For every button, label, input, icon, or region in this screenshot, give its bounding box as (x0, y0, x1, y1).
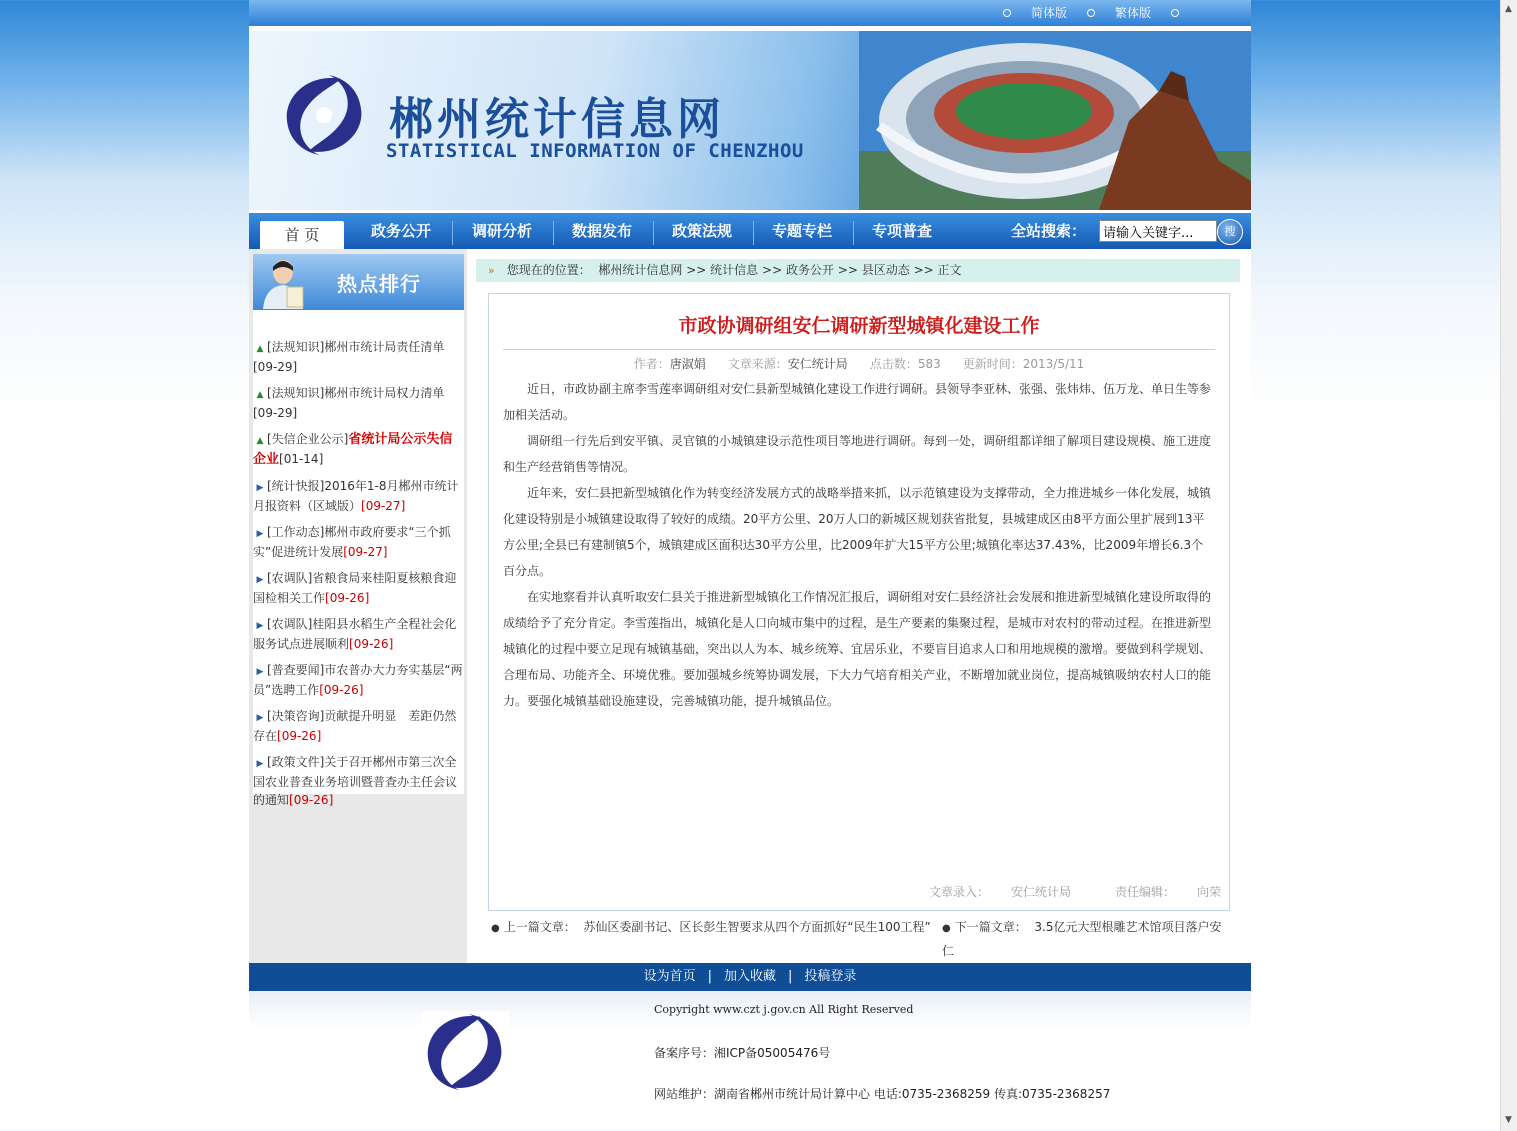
site-logo-icon (279, 71, 369, 159)
site-title: 郴州统计信息网 (389, 94, 725, 145)
article-title: 市政协调研组安仁调研新型城镇化建设工作 (678, 315, 1040, 337)
right-arrow-icon: ▶ (256, 667, 264, 677)
sidebar (249, 249, 467, 963)
nav-census[interactable]: 专项普查 (871, 222, 932, 240)
list-item[interactable]: ▲ [法规知识]郴州市统计局权力清单 [09-29] (253, 386, 445, 420)
submit-login-link[interactable]: 投稿登录 (804, 969, 857, 984)
search-input[interactable] (1099, 220, 1217, 242)
main-nav (249, 213, 1251, 249)
person-icon (261, 257, 309, 309)
list-item[interactable]: ▶ [普查要闻]市农普办大力夯实基层“两员”选聘工作[09-26] (253, 663, 463, 697)
crumb-gov-affairs[interactable]: 政务公开 (785, 263, 834, 277)
nav-research[interactable]: 调研分析 (471, 222, 532, 240)
list-item[interactable]: ▶ [农调队]省粮食局来桂阳夏核粮食迎国检相关工作[09-26] (253, 571, 457, 605)
top-bar (249, 0, 1251, 26)
set-homepage-link[interactable]: 设为首页 (643, 969, 696, 984)
list-item[interactable]: ▲ [失信企业公示]省统计局公示失信企业[01-14] (253, 432, 453, 467)
page-container (249, 0, 1251, 1113)
nav-data-release[interactable]: 数据发布 (571, 222, 632, 240)
article-footer: 文章录入： 安仁统计局 责任编辑： 向荣 (928, 885, 1221, 899)
copyright: Copyright www.czt j.gov.cn All Right Reserved (654, 1003, 914, 1016)
header-banner (249, 31, 1251, 210)
article-body (503, 376, 1215, 714)
site-subtitle: STATISTICAL INFORMATION OF CHENZHOU (386, 140, 804, 162)
divider (503, 349, 1215, 350)
list-item[interactable]: ▲ [法规知识]郴州市统计局责任清单 [09-29] (253, 340, 445, 374)
scrollbar[interactable] (1500, 0, 1517, 1131)
scroll-down-arrow-icon[interactable]: ▼ (1505, 1115, 1512, 1125)
hot-ranking-header (253, 254, 464, 310)
list-item[interactable]: ▶ [统计快报]2016年1-8月郴州市统计月报资料（区域版）[09-27] (253, 479, 459, 513)
bullet-icon (1171, 9, 1179, 17)
footer-nav: 设为首页 | 加入收藏 | 投稿登录 (249, 963, 1251, 991)
hot-ranking-list (253, 338, 464, 817)
bullet-icon: ● (942, 923, 951, 934)
paragraph: 近日，市政协副主席李雪莲率调研组对安仁县新型城镇化建设工作进行调研。县领导李亚林、张强、张炜炜、伍万龙、单日生等参加相关活动。 (503, 382, 1212, 422)
traditional-link[interactable]: 繁体版 (1114, 6, 1151, 20)
article (488, 293, 1230, 911)
bullet-icon: ● (491, 923, 500, 934)
paragraph: 在实地察看并认真听取安仁县关于推进新型城镇化工作情况汇报后，调研组对安仁县经济社会发展和推进新型城镇化建设所取得的成绩给予了充分肯定。李雪莲指出，城镇化是人口向城市集中的过程，是生产要素的集聚过程，是城市对农村的带动过程。在推进新型城镇化的过程中要立足现有城镇基础，突出以人为本、城乡统筹、宜居乐业，不要盲目追求人口和用地规模的激增。要做到科学规划、合理布局、功能齐全、环境优雅。要加强城乡统筹协调发展，下大力气培育相关产业，不断增加就业岗位，提高城镇吸纳农村人口的能力。要强化城镇基础设施建设，完善城镇功能，提升城镇品位。 (503, 590, 1212, 708)
footer-logo-icon (421, 1011, 509, 1093)
crumb-home[interactable]: 郴州统计信息网 (598, 263, 683, 277)
right-arrow-icon: ▶ (256, 575, 264, 585)
stadium-image (859, 31, 1251, 210)
right-arrow-icon: ▶ (256, 529, 264, 539)
right-arrow-icon: ▶ (256, 759, 264, 769)
breadcrumb: » 您现在的位置： 郴州统计信息网 >> 统计信息 >> 政务公开 >> 县区动态 >> 正文 (476, 259, 1240, 282)
right-arrow-icon: ▶ (256, 483, 264, 493)
nav-policy[interactable]: 政策法规 (671, 222, 732, 240)
paragraph: 近年来，安仁县把新型城镇化作为转变经济发展方式的战略举措来抓，以示范镇建设为支撑带动，全力推进城乡一体化发展，城镇化建设特别是小城镇建设取得了较好的成绩。20平方公里、20万人口的新城区规划获省批复，县城建成区由8平方面公里扩展到13平方公里;全县已有建制镇5个，城镇建成区面积达30平方公里，比2009年扩大15平方公里;城镇化率达37.43%，比2009年增长6.3个百分点。 (503, 486, 1212, 578)
double-arrow-icon: » (488, 264, 495, 277)
scroll-up-arrow-icon[interactable]: ▲ (1505, 4, 1512, 14)
list-item[interactable]: ▶ [决策咨询]贡献提升明显 差距仍然存在[09-26] (253, 709, 457, 743)
nav-home[interactable]: 首 页 (260, 221, 344, 249)
footer (249, 991, 1251, 1113)
crumb-county-news[interactable]: 县区动态 (861, 263, 910, 277)
search-label: 全站搜索： (1011, 222, 1087, 240)
right-arrow-icon: ▶ (256, 621, 264, 631)
paragraph: 调研组一行先后到安平镇、灵官镇的小城镇建设示范性项目等地进行调研。每到一处，调研组都详细了解项目建设规模、施工进度和生产经营销售等情况。 (503, 434, 1212, 474)
bullet-icon (1003, 9, 1011, 17)
crumb-current: 正文 (937, 263, 962, 277)
search-button[interactable]: 搜 (1217, 219, 1243, 245)
bullet-icon (1087, 9, 1095, 17)
simplified-link[interactable]: 简体版 (1030, 6, 1067, 20)
article-meta: 作者：唐淑娟 文章来源：安仁统计局 点击数：583 更新时间：2013/5/11 (633, 357, 1085, 371)
right-arrow-icon: ▶ (256, 713, 264, 723)
nav-gov-affairs[interactable]: 政务公开 (370, 222, 431, 240)
up-arrow-icon: ▲ (256, 390, 264, 400)
add-favorite-link[interactable]: 加入收藏 (723, 969, 776, 984)
list-item[interactable]: ▶ [农调队]桂阳县水稻生产全程社会化服务试点进展顺利[09-26] (253, 617, 457, 651)
next-article-link[interactable]: ● 下一篇文章： 3.5亿元大型根雕艺术馆项目落户安仁 (942, 920, 1222, 958)
footer-info (654, 1003, 1110, 1126)
up-arrow-icon: ▲ (256, 436, 264, 446)
hot-ranking-title: 热点排行 (337, 272, 421, 296)
nav-special[interactable]: 专题专栏 (771, 222, 832, 240)
maintainer-info: 网站维护：湖南省郴州市统计局计算中心 电话:0735-2368259 传真:0735-2368257 (654, 1087, 1111, 1101)
language-links (983, 4, 1199, 22)
prev-article-link[interactable]: ● 上一篇文章： 苏仙区委副书记、区长彭生智要求从四个方面抓好“民生100工程” (491, 920, 931, 934)
crumb-stat-info[interactable]: 统计信息 (710, 263, 759, 277)
list-item[interactable]: ▶ [工作动态]郴州市政府要求“三个抓实”促进统计发展[09-27] (253, 525, 451, 559)
list-item[interactable]: ▶ [政策文件]关于召开郴州市第三次全国农业普查业务培训暨普查办主任会议的通知[09-26] (253, 755, 458, 807)
icp-record: 备案序号：湘ICP备05005476号 (654, 1046, 831, 1060)
hot-ranking-box (253, 254, 464, 807)
up-arrow-icon: ▲ (256, 344, 264, 354)
